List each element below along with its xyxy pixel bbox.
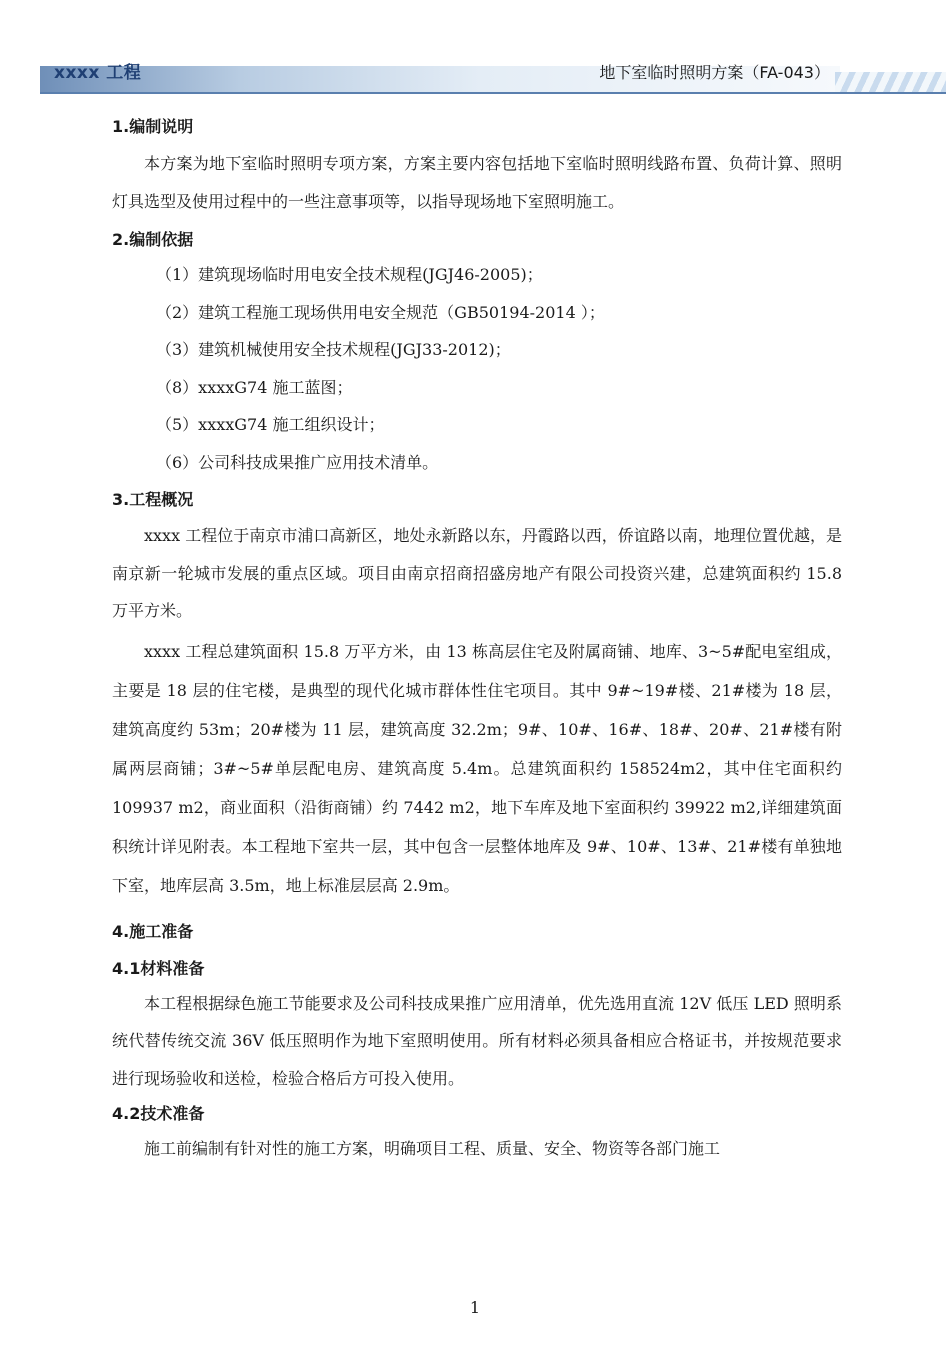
section-3-paragraph-2: xxxx 工程总建筑面积 15.8 万平方米，由 13 栋高层住宅及附属商铺、地库、3~5#配电室组成，主要是 18 层的住宅楼，是典型的现代化城市群体性住宅项目。其中 9#~19#楼、21#楼为 18 层，建筑高度约 53m；20#楼为 11 层，建筑高度 32.2m；9#、10#、16#、18#、20#、21#楼有附属两层商铺；3#~5#单层配电房、建筑高度 5.4m。总建筑面积约 158524m2，其中住宅面积约 109937 m2，商业面积（沿街商铺）约 7442 m2，地下车库及地下室面积约 39922 m2,详细建筑面积统计详见附表。本工程地下室共一层，其中包含一层整体地库及 9#、10#、13#、21#楼有单独地下室，地库层高 3.5m，地上标准层层高 2.9m。	[112, 641, 842, 895]
page-header	[40, 48, 950, 94]
list-item: （6）公司科技成果推广应用技术清单。	[156, 452, 439, 472]
section-4-2-heading: 4.2技术准备	[112, 1104, 205, 1123]
section-1-heading: 1.编制说明	[112, 117, 194, 136]
list-item: （8）xxxxG74 施工蓝图；	[156, 377, 353, 397]
header-rule	[40, 92, 946, 94]
page-number: 1	[469, 1298, 481, 1317]
section-4-heading: 4.施工准备	[112, 921, 194, 941]
section-2-heading: 2.编制依据	[112, 230, 194, 249]
header-stripe-decoration	[835, 72, 946, 92]
section-4-1-paragraph: 本工程根据绿色施工节能要求及公司科技成果推广应用清单，优先选用直流 12V 低压 LED 照明系统代替传统交流 36V 低压照明作为地下室照明使用。所有材料必须具备相应合格证书，并按规范要求进行现场验收和送检，检验合格后方可投入使用。	[112, 993, 842, 1088]
section-3-heading: 3.工程概况	[112, 490, 194, 509]
section-3-paragraph-1: xxxx 工程位于南京市浦口高新区，地处永新路以东，丹霞路以西，侨谊路以南，地理位置优越，是南京新一轮城市发展的重点区域。项目由南京招商招盛房地产有限公司投资兴建，总建筑面积约 15.8 万平方米。	[112, 526, 842, 620]
section-4-2-paragraph: 施工前编制有针对性的施工方案，明确项目工程、质量、安全、物资等各部门施工	[144, 1139, 721, 1158]
basis-list	[112, 256, 842, 481]
section-4-1-heading: 4.1材料准备	[112, 958, 205, 978]
list-item: （1）建筑现场临时用电安全技术规程(JGJ46-2005)；	[156, 265, 543, 284]
header-document-title: 地下室临时照明方案（FA-043）	[599, 63, 830, 82]
list-item: （2）建筑工程施工现场供用电安全规范（GB50194-2014 ）；	[156, 302, 605, 322]
section-1-paragraph: 本方案为地下室临时照明专项方案，方案主要内容包括地下室临时照明线路布置、负荷计算、照明灯具选型及使用过程中的一些注意事项等，以指导现场地下室照明施工。	[112, 154, 842, 211]
list-item: （5）xxxxG74 施工组织设计；	[156, 415, 385, 434]
header-project-title: xxxx 工程	[54, 63, 142, 83]
document-body	[112, 112, 842, 1168]
list-item: （3）建筑机械使用安全技术规程(JGJ33-2012)；	[156, 340, 511, 359]
